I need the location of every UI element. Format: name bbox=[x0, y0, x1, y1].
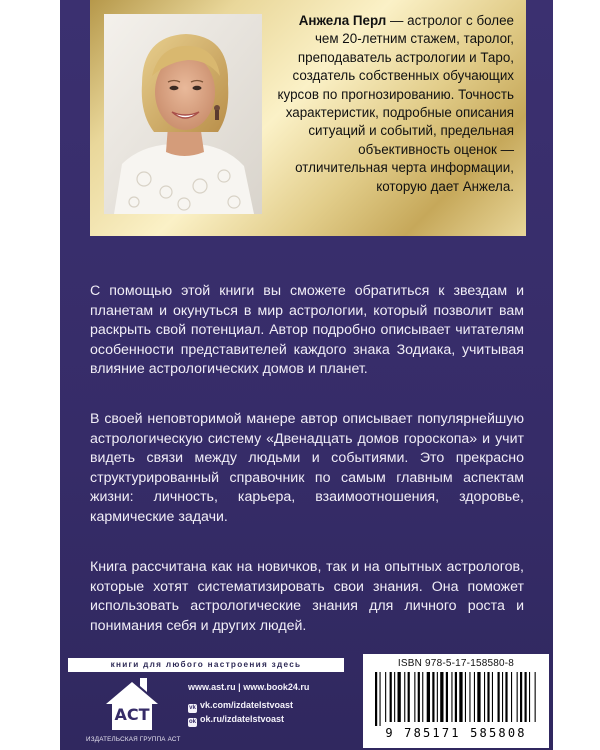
footer bbox=[60, 652, 553, 750]
publisher-logo-icon bbox=[100, 676, 164, 734]
publisher-logo bbox=[86, 676, 181, 746]
ok-link[interactable] bbox=[188, 714, 284, 727]
publisher-label: ИЗДАТЕЛЬСКАЯ ГРУППА АСТ bbox=[86, 736, 181, 743]
ok-icon: ok bbox=[188, 719, 196, 725]
vk-link-text: vk.com/izdatelstvoast bbox=[200, 700, 294, 710]
isbn-block bbox=[363, 654, 549, 748]
publisher-logo-text: АСТ bbox=[114, 705, 150, 724]
author-panel bbox=[90, 0, 526, 236]
tagline: книги для любого настроения здесь bbox=[68, 658, 344, 672]
isbn-text: ISBN 978-5-17-158580-8 bbox=[397, 658, 515, 669]
vk-link[interactable] bbox=[188, 700, 293, 713]
author-bio bbox=[276, 12, 514, 196]
author-name: Анжела Перл bbox=[298, 13, 387, 28]
description-paragraph-2: В своей неповторимой манере автор описывает популярнейшую астрологическую систему «Двенадцать домов гороскопа» и учит видеть связи между людьми и событиями. Это прекрасно структурированный справочник по самым главным аспектам жизни: личность, карьера, взаимоотношения, здоровье, кармические задачи. bbox=[90, 411, 524, 525]
author-bio-text: — астролог с более чем 20-летним стажем, таролог, преподаватель астрологии и Таро, создатель собственных обучающих курсов по прогнозированию. Точность характеристик, подробные описания ситуаций и событий, предельная объективность оценок — отличительная черта информации, которую дает Анжела. bbox=[277, 13, 514, 194]
description-paragraph-1: С помощью этой книги вы сможете обратиться к звездам и планетам и окунуться в мир астрологии, который позволит вам раскрыть свой потенциал. Автор подробно описывает читателям особенности представителей каждого знака Зодиака, учитывая влияние астрологических домов и планет. bbox=[90, 283, 524, 378]
barcode-number: 9 785171 585808 bbox=[385, 726, 527, 740]
vk-icon: vk bbox=[189, 705, 196, 711]
back-cover bbox=[60, 0, 553, 750]
ok-link-text: ok.ru/izdatelstvoast bbox=[200, 714, 285, 724]
barcode-icon bbox=[371, 672, 541, 726]
author-photo bbox=[104, 14, 262, 214]
description-paragraph-3: Книга рассчитана как на новичков, так и на опытных астрологов, которые хотят систематизировать свои знания. Она поможет использовать астрологические знания для личного роста и понимания себя и других людей. bbox=[90, 559, 524, 634]
websites-link[interactable]: www.ast.ru | www.book24.ru bbox=[188, 682, 310, 692]
